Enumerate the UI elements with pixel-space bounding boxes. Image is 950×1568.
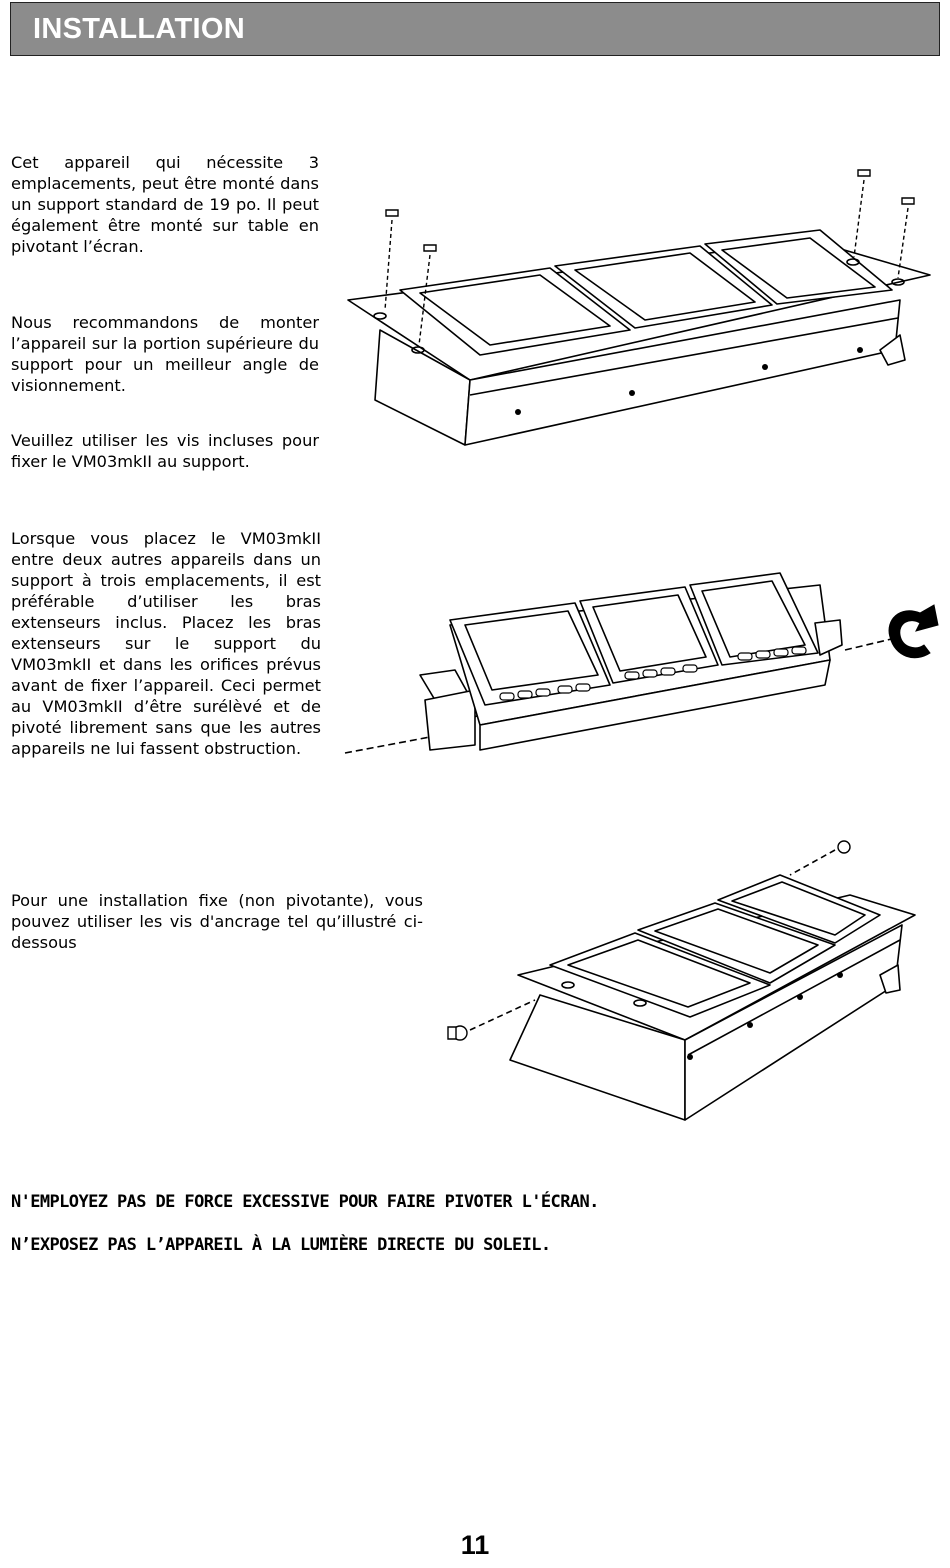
warning-force: N'EMPLOYEZ PAS DE FORCE EXCESSIVE POUR FAIRE PIVOTER L'ÉCRAN. [11,1192,599,1212]
fixed-install-illustration [440,835,920,1125]
section-header [10,2,940,56]
paragraph-rack-mount: Cet appareil qui nécessite 3 emplacements, peut être monté dans un support standard de 19 po. Il peut également être monté sur table en pivotant l’écran. [11,153,319,256]
rotation-arrow-icon [889,605,938,658]
paragraph-recommendation: Nous recommandons de monter l’appareil sur la portion supérieure du support pour un meilleur angle de visionnement. [11,313,319,395]
section-title: INSTALLATION [33,13,245,45]
warning-sunlight: N’EXPOSEZ PAS L’APPAREIL À LA LUMIÈRE DIRECTE DU SOLEIL. [11,1235,551,1255]
page-number: 11 [460,1530,490,1560]
rack-mount-illustration [340,160,940,460]
paragraph-fixed-install: Pour une installation fixe (non pivotante), vous pouvez utiliser les vis d'ancrage tel qu’illustré ci-dessous [11,891,423,952]
paragraph-extender-arms: Lorsque vous placez le VM03mkII entre deux autres appareils dans un support à trois emplacements, il est préférable d’utiliser les bras extenseurs inclus. Placez les bras extenseurs sur le support du VM03mkII et dans les orifices prévus avant de fixer l’appareil. Ceci permet au VM03mkII d’être surélèvé et de pivoté librement sans que les autres appareils ne lui fassent obstruction. [11,529,321,758]
pivot-extender-illustration [340,565,945,780]
paragraph-screws: Veuillez utiliser les vis incluses pour fixer le VM03mkII au support. [11,431,319,471]
